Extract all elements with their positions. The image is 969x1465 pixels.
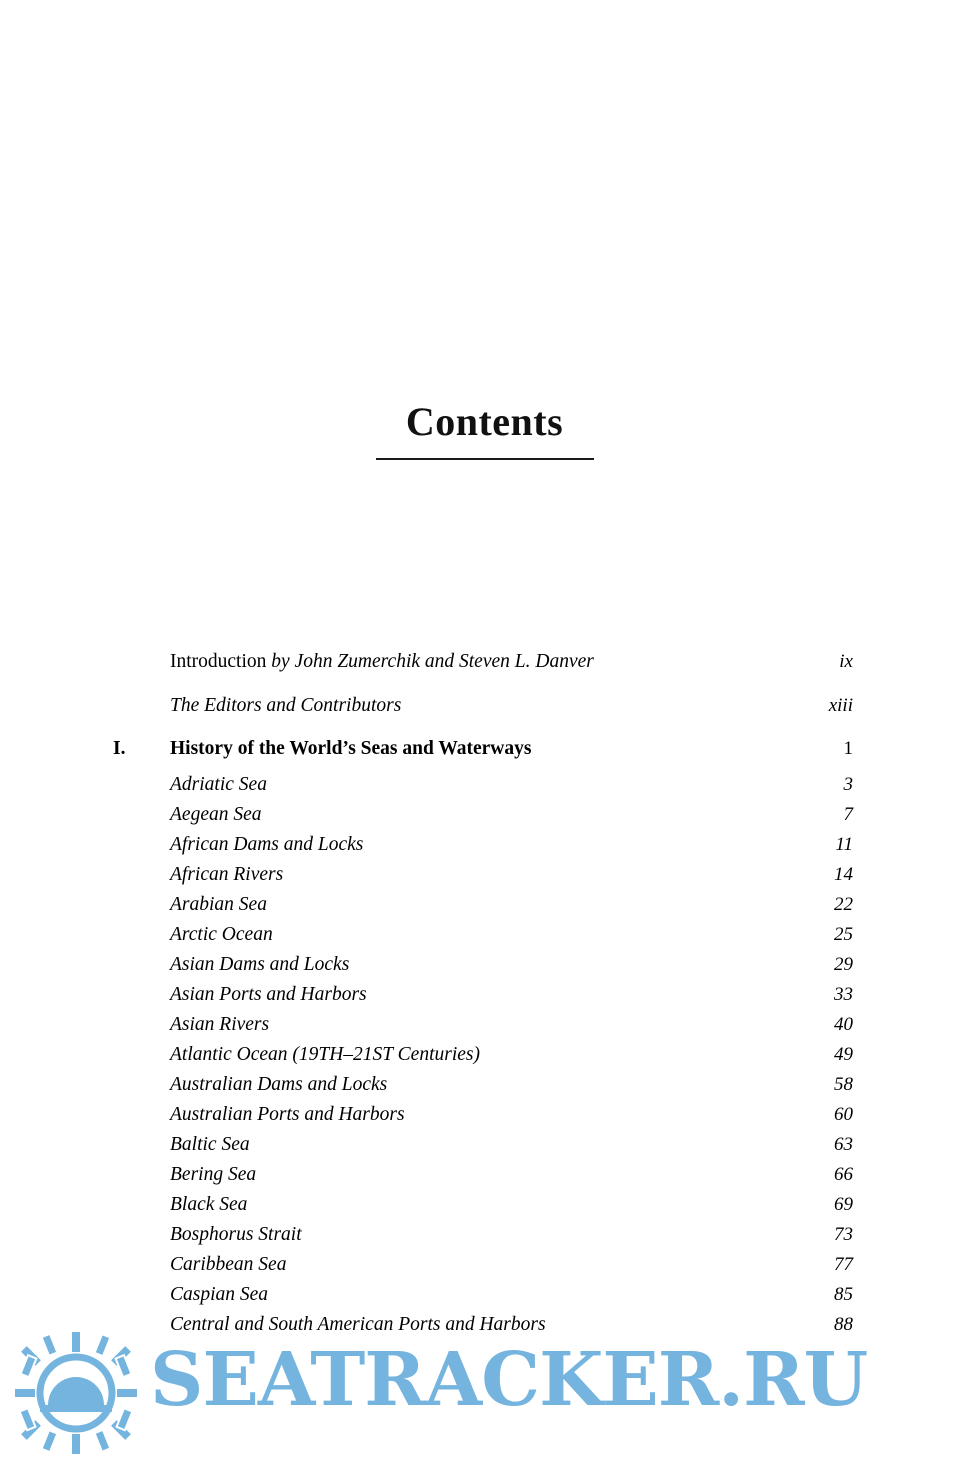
toc-entry-row bbox=[113, 925, 853, 945]
toc-entry-page: 73 bbox=[834, 1223, 853, 1245]
page-title-block bbox=[0, 400, 969, 460]
toc-entry-row bbox=[113, 1045, 853, 1065]
table-of-contents bbox=[113, 652, 853, 1345]
title-divider bbox=[376, 458, 594, 460]
toc-entry-row bbox=[113, 1315, 853, 1335]
toc-front-matter-row bbox=[113, 696, 853, 716]
toc-part-label: History of the World’s Seas and Waterways bbox=[170, 738, 532, 759]
toc-entry-label: African Dams and Locks bbox=[170, 833, 364, 855]
toc-entry-page: 66 bbox=[834, 1163, 853, 1185]
toc-entry-label: Caribbean Sea bbox=[170, 1253, 287, 1275]
toc-entry-row bbox=[113, 1135, 853, 1155]
toc-entry-label: Asian Ports and Harbors bbox=[170, 983, 367, 1005]
toc-entry-page: 58 bbox=[834, 1073, 853, 1095]
toc-entry-label: Central and South American Ports and Harbors bbox=[170, 1313, 546, 1335]
toc-part-number: I. bbox=[113, 738, 126, 759]
toc-entry-row bbox=[113, 1255, 853, 1275]
toc-entry-row bbox=[113, 1225, 853, 1245]
toc-entry-row bbox=[113, 775, 853, 795]
toc-part-page: 1 bbox=[843, 738, 853, 759]
toc-entry-label-italic: by John Zumerchik and Steven L. Danver bbox=[271, 651, 594, 672]
toc-entry-label: Bosphorus Strait bbox=[170, 1223, 302, 1245]
sunburst-icon bbox=[14, 1331, 138, 1455]
toc-entry-page: 88 bbox=[834, 1313, 853, 1335]
toc-entry-label: Asian Dams and Locks bbox=[170, 953, 350, 975]
toc-entry-page: 40 bbox=[834, 1013, 853, 1035]
toc-entry-row bbox=[113, 1105, 853, 1125]
toc-entry-label: Black Sea bbox=[170, 1193, 248, 1215]
toc-entry-row bbox=[113, 955, 853, 975]
toc-entry-label: Adriatic Sea bbox=[170, 773, 267, 795]
page-title: Contents bbox=[405, 399, 564, 444]
toc-entry-row bbox=[113, 985, 853, 1005]
watermark-text: SEATRACKER.RU bbox=[150, 1337, 868, 1423]
toc-entry-page: 77 bbox=[834, 1253, 853, 1275]
toc-front-matter-row bbox=[113, 652, 853, 672]
toc-entry-label: Bering Sea bbox=[170, 1163, 257, 1185]
toc-entry-label: Australian Ports and Harbors bbox=[170, 1103, 405, 1125]
toc-entry-label-plain: Introduction bbox=[170, 651, 272, 672]
toc-entry-row bbox=[113, 865, 853, 885]
toc-entry-page: 33 bbox=[834, 983, 853, 1005]
toc-entry-row bbox=[113, 895, 853, 915]
toc-entry-page: 25 bbox=[834, 923, 853, 945]
toc-entry-label: Baltic Sea bbox=[170, 1133, 250, 1155]
toc-entry-label bbox=[170, 696, 793, 716]
toc-entry-label: Caspian Sea bbox=[170, 1283, 269, 1305]
toc-entry-label: Aegean Sea bbox=[170, 803, 262, 825]
toc-entry-page: 63 bbox=[834, 1133, 853, 1155]
toc-entry-row bbox=[113, 805, 853, 825]
watermark bbox=[0, 1325, 969, 1465]
toc-entry-row bbox=[113, 1195, 853, 1215]
toc-part-row bbox=[113, 739, 853, 759]
toc-entry-page: 11 bbox=[835, 833, 853, 855]
toc-entry-label: Asian Rivers bbox=[170, 1013, 270, 1035]
toc-entry-page: 69 bbox=[834, 1193, 853, 1215]
toc-entry-page: 60 bbox=[834, 1103, 853, 1125]
toc-entry-label-italic: The Editors and Contributors bbox=[170, 694, 402, 716]
toc-entry-row bbox=[113, 1165, 853, 1185]
toc-entry-page: 49 bbox=[834, 1043, 853, 1065]
toc-entry-row bbox=[113, 1075, 853, 1095]
toc-entry-page: xiii bbox=[828, 694, 853, 716]
toc-entry-row bbox=[113, 835, 853, 855]
toc-entry-page: 7 bbox=[843, 803, 853, 825]
toc-entry-row bbox=[113, 1285, 853, 1305]
toc-entry-page: 29 bbox=[834, 953, 853, 975]
toc-entry-page: 85 bbox=[834, 1283, 853, 1305]
toc-entry-row bbox=[113, 1015, 853, 1035]
toc-entry-label: African Rivers bbox=[170, 863, 284, 885]
toc-entry-label: Arctic Ocean bbox=[170, 923, 273, 945]
toc-entry-label: Australian Dams and Locks bbox=[170, 1073, 388, 1095]
toc-entry-page: 22 bbox=[834, 893, 853, 915]
toc-entry-label: Atlantic Ocean (19TH–21ST Centuries) bbox=[170, 1043, 480, 1065]
toc-entry-page: 14 bbox=[834, 863, 853, 885]
toc-entry-label: Arabian Sea bbox=[170, 893, 267, 915]
toc-entry-label bbox=[170, 652, 793, 672]
toc-entry-page: ix bbox=[839, 651, 853, 672]
toc-entry-page: 3 bbox=[843, 773, 853, 795]
